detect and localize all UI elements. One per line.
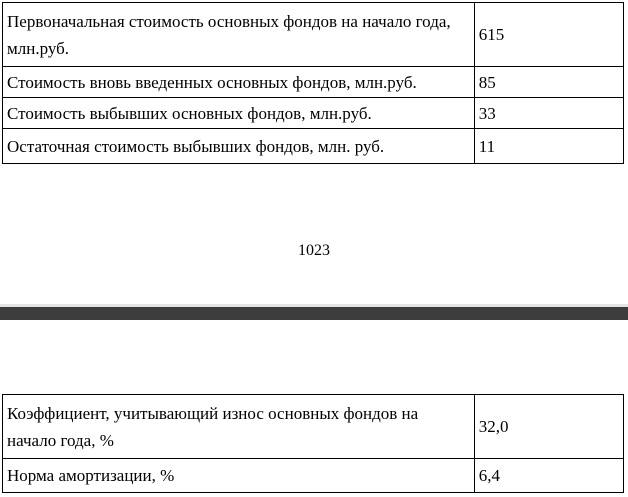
row-label: Стоимость выбывших основных фондов, млн.руб.	[3, 98, 475, 129]
row-value: 33	[474, 98, 623, 129]
page-break-divider	[0, 307, 628, 320]
bottom-data-table	[2, 394, 624, 493]
row-value: 6,4	[474, 459, 623, 493]
top-data-table	[2, 2, 624, 164]
table-row	[3, 129, 624, 164]
table-row	[3, 395, 624, 459]
table-row	[3, 67, 624, 98]
row-value: 615	[474, 3, 623, 67]
page-number: 1023	[298, 242, 330, 259]
row-value: 85	[474, 67, 623, 98]
row-label: Стоимость вновь введенных основных фондов, млн.руб.	[3, 67, 475, 98]
table-row	[3, 3, 624, 67]
row-value: 11	[474, 129, 623, 164]
row-value: 32,0	[474, 395, 623, 459]
row-label: Остаточная стоимость выбывших фондов, млн. руб.	[3, 129, 475, 164]
row-label: Норма амортизации, %	[3, 459, 475, 493]
row-label: Первоначальная стоимость основных фондов на начало года, млн.руб.	[3, 3, 475, 67]
row-label: Коэффициент, учитывающий износ основных фондов на начало года, %	[3, 395, 475, 459]
table-row	[3, 459, 624, 493]
table-row	[3, 98, 624, 129]
